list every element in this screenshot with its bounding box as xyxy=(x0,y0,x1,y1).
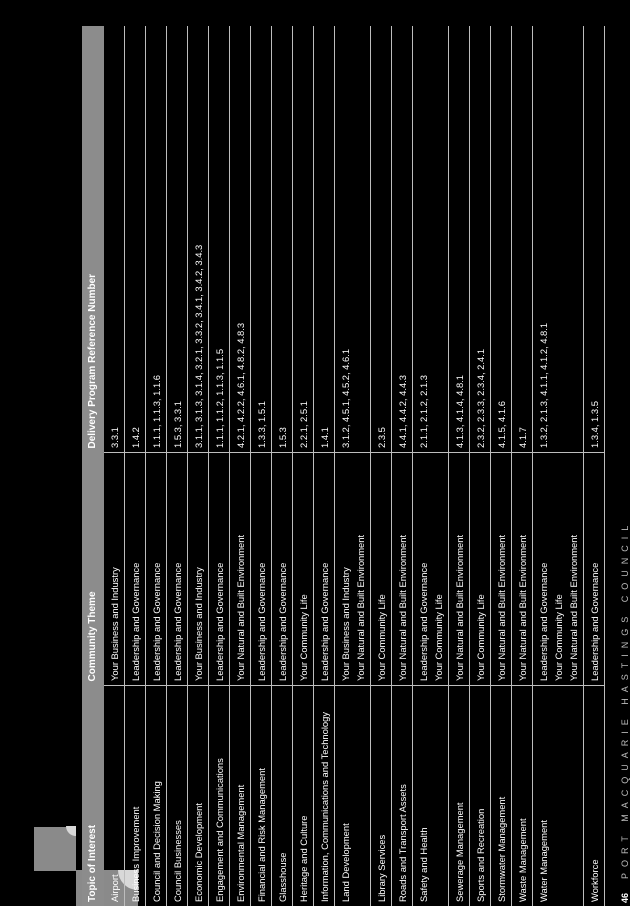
theme-cell xyxy=(125,453,146,686)
theme-cell xyxy=(533,453,584,686)
theme-line: Your Natural and Built Environment xyxy=(454,534,465,681)
reference-cell: 1.3.4, 1.3.5 xyxy=(584,26,605,453)
reference-cell: 2.2.1, 2.5.1 xyxy=(293,26,314,453)
theme-cell xyxy=(314,453,335,686)
topic-cell: Council Businesses xyxy=(167,686,188,906)
reference-cell: 2.3.5 xyxy=(371,26,392,453)
theme-line: Leadership and Governance xyxy=(214,562,225,681)
theme-cell xyxy=(104,453,125,686)
reference-cell: 2.1.1, 2.1.2, 2.1.3 xyxy=(413,26,449,453)
reference-cell: 4.4.1, 4.4.2, 4.4.3 xyxy=(392,26,413,453)
topic-cell: Economic Development xyxy=(188,686,209,906)
theme-line: Your Natural and Built Environment xyxy=(235,534,246,681)
topic-cell: Waste Management xyxy=(512,686,533,906)
page-footer xyxy=(620,483,630,903)
theme-line: Leadership and Governance xyxy=(130,562,141,681)
reference-cell: 3.1.2, 4.5.1, 4.5.2, 4.6.1 xyxy=(335,26,371,453)
theme-cell xyxy=(470,453,491,686)
page-number: 46 xyxy=(620,892,630,903)
theme-cell xyxy=(167,453,188,686)
theme-cell xyxy=(491,453,512,686)
table-row xyxy=(533,26,584,906)
table-row xyxy=(335,26,371,906)
theme-line: Your Business and Industry xyxy=(193,567,204,681)
topic-cell: Safety and Health xyxy=(413,686,449,906)
theme-line: Leadership and Governance xyxy=(151,562,162,681)
topic-cell: Library Services xyxy=(371,686,392,906)
table-row xyxy=(104,26,125,906)
theme-line: Your Business and Industry xyxy=(340,567,351,681)
theme-line: Your Natural and Built Environment xyxy=(496,534,507,681)
theme-line: Leadership and Governance xyxy=(256,562,267,681)
reference-cell: 1.1.1, 1.1.3, 1.1.6 xyxy=(146,26,167,453)
table-row xyxy=(371,26,392,906)
reference-cell: 1.5.3 xyxy=(272,26,293,453)
theme-cell xyxy=(293,453,314,686)
topic-cell: Airport xyxy=(104,686,125,906)
table-row xyxy=(413,26,449,906)
table-row xyxy=(491,26,512,906)
reference-cell: 1.4.2 xyxy=(125,26,146,453)
topic-cell: Council and Decision Making xyxy=(146,686,167,906)
table-row xyxy=(209,26,230,906)
theme-cell xyxy=(146,453,167,686)
header-topic: Topic of Interest xyxy=(82,686,104,906)
theme-line: Your Business and Industry xyxy=(109,567,120,681)
reference-cell: 1.4.1 xyxy=(314,26,335,453)
reference-cell: 2.3.2, 2.3.3, 2.3.4, 2.4.1 xyxy=(470,26,491,453)
table-row xyxy=(470,26,491,906)
reference-cell: 1.3.2, 2.1.3, 4.1.1, 4.1.2, 4.8.1 xyxy=(533,26,584,453)
topic-cell: Stormwater Management xyxy=(491,686,512,906)
theme-cell xyxy=(272,453,293,686)
theme-line: Your Community Life xyxy=(433,594,444,681)
theme-cell xyxy=(209,453,230,686)
topic-cell: Roads and Transport Assets xyxy=(392,686,413,906)
theme-line: Leadership and Governance xyxy=(589,562,600,681)
header-reference: Delivery Program Reference Number xyxy=(82,26,104,453)
table-row xyxy=(230,26,251,906)
header-theme: Community Theme xyxy=(82,453,104,686)
table-row xyxy=(188,26,209,906)
theme-line: Your Community Life xyxy=(376,594,387,681)
topic-cell: Engagement and Communications xyxy=(209,686,230,906)
table-row xyxy=(584,26,605,906)
table-row xyxy=(125,26,146,906)
reference-cell: 4.1.7 xyxy=(512,26,533,453)
topic-cell: Glasshouse xyxy=(272,686,293,906)
theme-line: Leadership and Governance xyxy=(538,562,549,681)
reference-cell: 4.1.3, 4.1.4, 4.8.1 xyxy=(449,26,470,453)
table-header-row xyxy=(82,26,104,906)
table-row xyxy=(167,26,188,906)
table-row xyxy=(251,26,272,906)
reference-cell: 1.3.3, 1.5.1 xyxy=(251,26,272,453)
theme-cell xyxy=(188,453,209,686)
topic-cell: Financial and Risk Management xyxy=(251,686,272,906)
theme-cell xyxy=(251,453,272,686)
reference-cell: 3.1.1, 3.1.3, 3.1.4, 3.2.1, 3.3.2, 3.4.1, 3.4.2, 3.4.3 xyxy=(188,26,209,453)
theme-line: Your Natural and Built Environment xyxy=(568,534,579,681)
table-row xyxy=(449,26,470,906)
table-row xyxy=(146,26,167,906)
theme-line: Your Community Life xyxy=(475,594,486,681)
theme-line: Your Natural and Built Environment xyxy=(355,534,366,681)
reference-cell: 1.1.1, 1.1.2, 1.1.3, 1.1.5 xyxy=(209,26,230,453)
table-row xyxy=(293,26,314,906)
theme-cell xyxy=(584,453,605,686)
theme-line: Your Natural and Built Environment xyxy=(517,534,528,681)
theme-line: Leadership and Governance xyxy=(418,562,429,681)
topics-table xyxy=(82,26,605,906)
theme-line: Leadership and Governance xyxy=(277,562,288,681)
theme-line: Your Community Life xyxy=(553,594,564,681)
theme-line: Your Natural and Built Environment xyxy=(397,534,408,681)
theme-line: Your Community Life xyxy=(298,594,309,681)
rotated-table-container xyxy=(82,26,602,906)
topic-cell: Business Improvement xyxy=(125,686,146,906)
reference-cell: 4.1.5, 4.1.6 xyxy=(491,26,512,453)
theme-line: Leadership and Governance xyxy=(172,562,183,681)
footer-organisation: PORT MACQUARIE HASTINGS COUNCIL xyxy=(620,519,630,879)
topic-cell: Water Management xyxy=(533,686,584,906)
theme-cell xyxy=(413,453,449,686)
reference-cell: 4.2.1, 4.2.2, 4.6.1, 4.8.2, 4.8.3 xyxy=(230,26,251,453)
topic-cell: Heritage and Culture xyxy=(293,686,314,906)
theme-cell xyxy=(512,453,533,686)
theme-line: Leadership and Governance xyxy=(319,562,330,681)
topic-cell: Sports and Recreation xyxy=(470,686,491,906)
theme-cell xyxy=(335,453,371,686)
topic-cell: Sewerage Management xyxy=(449,686,470,906)
theme-cell xyxy=(392,453,413,686)
topic-cell: Environmental Management xyxy=(230,686,251,906)
table-row xyxy=(314,26,335,906)
theme-cell xyxy=(371,453,392,686)
theme-cell xyxy=(449,453,470,686)
reference-cell: 3.3.1 xyxy=(104,26,125,453)
topic-cell: Information, Communications and Technology xyxy=(314,686,335,906)
table-body xyxy=(104,26,605,906)
topic-cell: Workforce xyxy=(584,686,605,906)
theme-cell xyxy=(230,453,251,686)
table-row xyxy=(272,26,293,906)
reference-cell: 1.5.3, 3.3.1 xyxy=(167,26,188,453)
table-row xyxy=(512,26,533,906)
table-row xyxy=(392,26,413,906)
topic-cell: Land Development xyxy=(335,686,371,906)
